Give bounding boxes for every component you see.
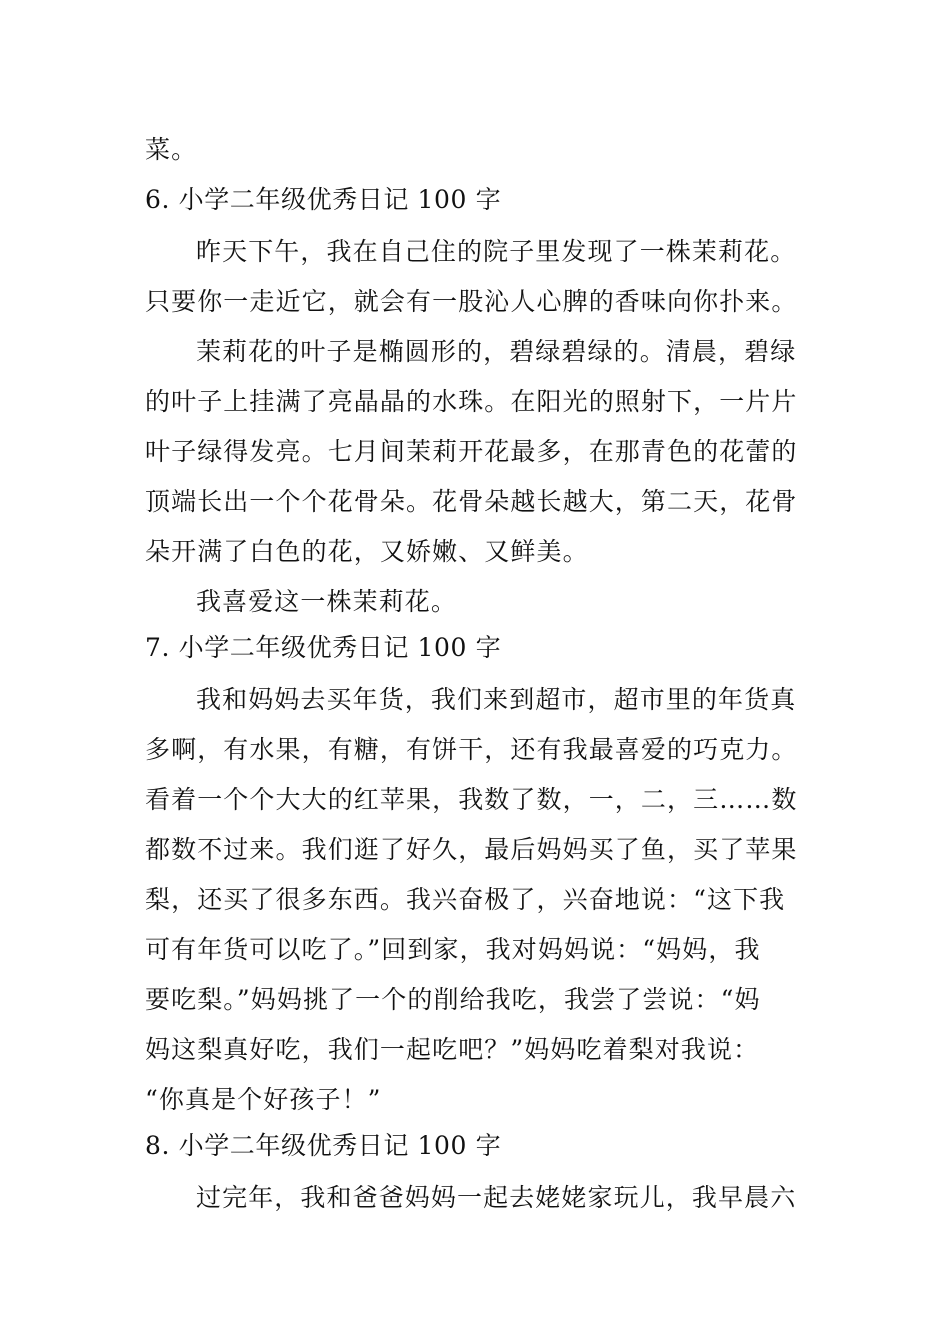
paragraph-line: 梨，还买了很多东西。我兴奋极了，兴奋地说：“这下我 <box>145 885 786 914</box>
paragraph-line: 茉莉花的叶子是椭圆形的，碧绿碧绿的。清晨，碧绿 <box>196 337 797 366</box>
paragraph-line: 可有年货可以吃了。”回到家，我对妈妈说：“妈妈，我 <box>145 935 761 964</box>
paragraph-line: 顶端长出一个个花骨朵。花骨朵越长越大，第二天，花骨 <box>145 487 798 516</box>
paragraph-line: 昨天下午，我在自己住的院子里发现了一株茉莉花。 <box>196 237 797 266</box>
section-heading: 7. 小学二年级优秀日记 100 字 <box>145 633 502 662</box>
paragraph-line: 我和妈妈去买年货，我们来到超市，超市里的年货真 <box>196 685 797 714</box>
paragraph-line: 的叶子上挂满了亮晶晶的水珠。在阳光的照射下，一片片 <box>145 387 798 416</box>
paragraph-line: 多啊，有水果，有糖，有饼干，还有我最喜爱的巧克力。 <box>145 735 798 764</box>
paragraph-line: 要吃梨。”妈妈挑了一个的削给我吃，我尝了尝说：“妈 <box>145 985 761 1014</box>
text-line: 菜。 <box>145 135 198 164</box>
section-heading: 6. 小学二年级优秀日记 100 字 <box>145 185 502 214</box>
paragraph-line: 我喜爱这一株茉莉花。 <box>196 587 458 616</box>
paragraph-line: 看着一个个大大的红苹果，我数了数，一，二，三……数 <box>145 785 798 814</box>
paragraph-line: 只要你一走近它，就会有一股沁人心脾的香味向你扑来。 <box>145 287 798 316</box>
paragraph-line: 都数不过来。我们逛了好久，最后妈妈买了鱼，买了苹果 <box>145 835 798 864</box>
paragraph-line: 妈这梨真好吃，我们一起吃吧？”妈妈吃着梨对我说： <box>145 1035 760 1064</box>
paragraph-line: 叶子绿得发亮。七月间茉莉开花最多，在那青色的花蕾的 <box>145 437 798 466</box>
paragraph-line: 过完年，我和爸爸妈妈一起去姥姥家玩儿，我早晨六 <box>196 1183 797 1212</box>
paragraph-line: 朵开满了白色的花，又娇嫩、又鲜美。 <box>145 537 589 566</box>
paragraph-line: “你真是个好孩子！” <box>145 1085 382 1114</box>
section-heading: 8. 小学二年级优秀日记 100 字 <box>145 1131 502 1160</box>
